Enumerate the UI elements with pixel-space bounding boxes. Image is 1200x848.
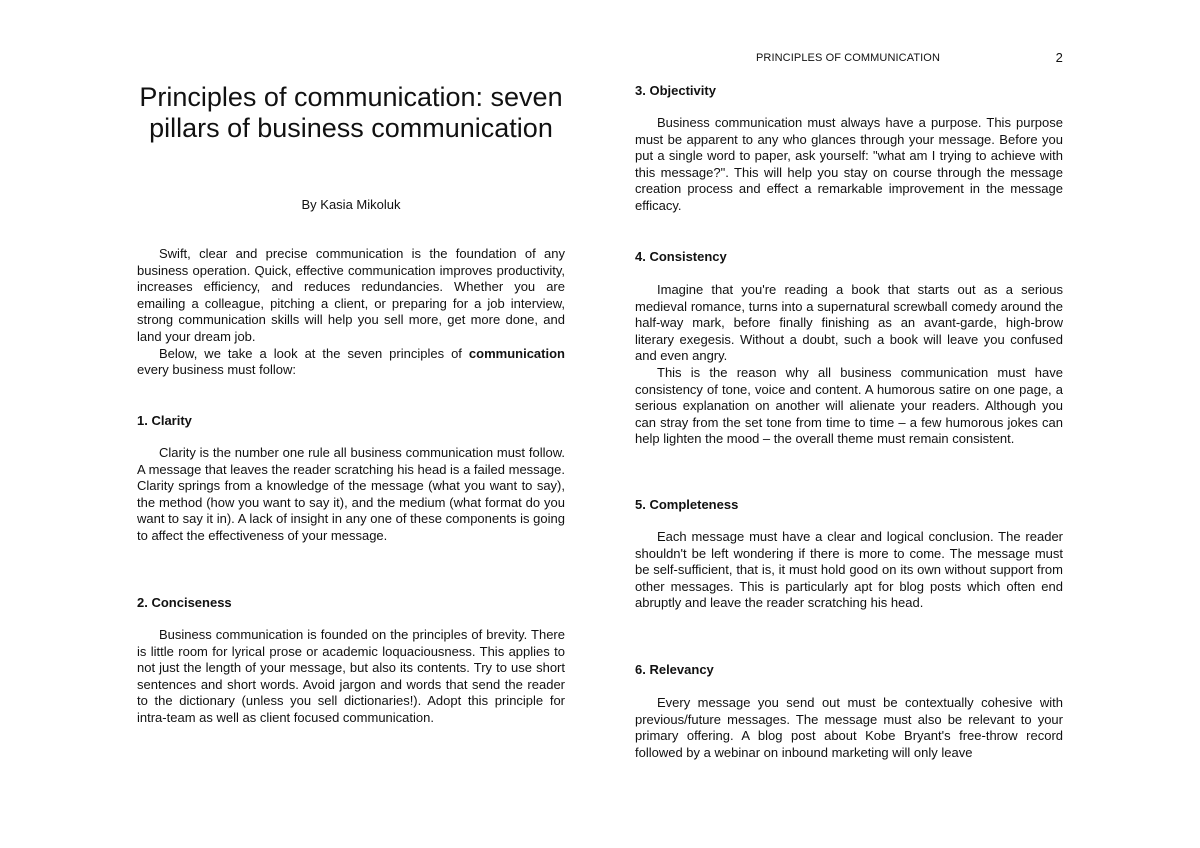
section-heading: 1. Clarity: [137, 413, 192, 428]
section-conciseness-body: [137, 627, 565, 727]
section-completeness: [635, 497, 1063, 513]
section-clarity: [137, 413, 565, 429]
section-conciseness: [137, 595, 565, 611]
section-clarity-body: [137, 445, 565, 545]
intro-p2-text-after: every business must follow:: [137, 362, 296, 378]
right-page: [635, 0, 1063, 848]
section-heading: 3. Objectivity: [635, 83, 716, 98]
section-consistency: [635, 249, 1063, 265]
section-completeness-body: [635, 529, 1063, 612]
section-paragraph: Business communication must always have a purpose. This purpose must be apparent to any who glances through your message. Before you put a single word to paper, ask yourself: "what am I trying to achieve with this message?". This will help you stay on course through the message creation process and effect a remarkable improvement in the message efficacy.: [635, 115, 1063, 213]
section-paragraph: Every message you send out must be contextually cohesive with previous/future messages. The message must also be relevant to your primary offering. A blog post about Kobe Bryant's free-throw record followed by a webinar on inbound marketing will only leave: [635, 695, 1063, 760]
section-heading: 6. Relevancy: [635, 662, 714, 677]
running-head-title: PRINCIPLES OF COMMUNICATION: [756, 52, 941, 64]
section-paragraph: Business communication is founded on the principles of brevity. There is little room for lyrical prose or academic loquaciousness. This applies to not just the length of your message, but also its contents. Try to use short sentences and short words. Avoid jargon and words that send the reader to the dictionary (unless you sell dictionaries!). Adopt this principle for intra-team as well as client focused communication.: [137, 627, 565, 725]
intro-p2-bold-term: communication: [468, 345, 565, 361]
section-heading: 4. Consistency: [635, 249, 727, 264]
section-consistency-body: [635, 282, 1063, 448]
section-paragraph: Each message must have a clear and logical conclusion. The reader shouldn't be left wondering if there is more to come. The message must be self-sufficient, that is, it must hold good on its own without support from other messages. This is particularly apt for blog posts which often end abruptly and leave the reader scratching his head.: [635, 529, 1063, 611]
document-title: Principles of communication: seven pillars of business communication: [139, 82, 563, 143]
section-paragraph: Clarity is the number one rule all business communication must follow. A message that leaves the reader scratching his head is a failed message. Clarity springs from a knowledge of the message (what you want to say), the method (how you want to say it), and the medium (what format do you want to say it in). A lack of insight in any one of these components is going to affect the effectiveness of your message.: [137, 445, 565, 543]
section-objectivity: [635, 83, 1063, 99]
author-byline: By Kasia Mikoluk: [301, 197, 401, 212]
section-relevancy: [635, 662, 1063, 678]
intro-section: [137, 246, 565, 379]
intro-paragraph-1: Swift, clear and precise communication is the foundation of any business operation. Quick, effective communication improves productivity, increases efficiency, and reduces redundancies. Whether you are emailing a colleague, pitching a client, or preparing for a job interview, strong communication skills will help you sell more, get more done, and land your dream job.: [137, 246, 565, 344]
section-objectivity-body: [635, 115, 1063, 215]
section-heading: 2. Conciseness: [137, 595, 232, 610]
page-number: 2: [1055, 50, 1063, 65]
intro-paragraph-2: [137, 346, 565, 379]
intro-p2-text-before: Below, we take a look at the seven principles of: [159, 345, 469, 361]
section-relevancy-body: [635, 695, 1063, 761]
section-heading: 5. Completeness: [635, 497, 739, 512]
left-page: [137, 0, 565, 848]
section-paragraph: Imagine that you're reading a book that starts out as a serious medieval romance, turns into a supernatural screwball comedy around the half-way mark, before finally finishing as an avant-garde, high-brow literary exegesis. Without a doubt, such a book will leave you confused and even angry.: [635, 282, 1063, 364]
section-paragraph: This is the reason why all business communication must have consistency of tone, voice and content. A humorous satire on one page, a serious explanation on another will alienate your readers. Although you can stray from the set tone from time to time – a few humorous jokes can help lighten the mood – the overall theme must remain consistent.: [635, 364, 1063, 447]
